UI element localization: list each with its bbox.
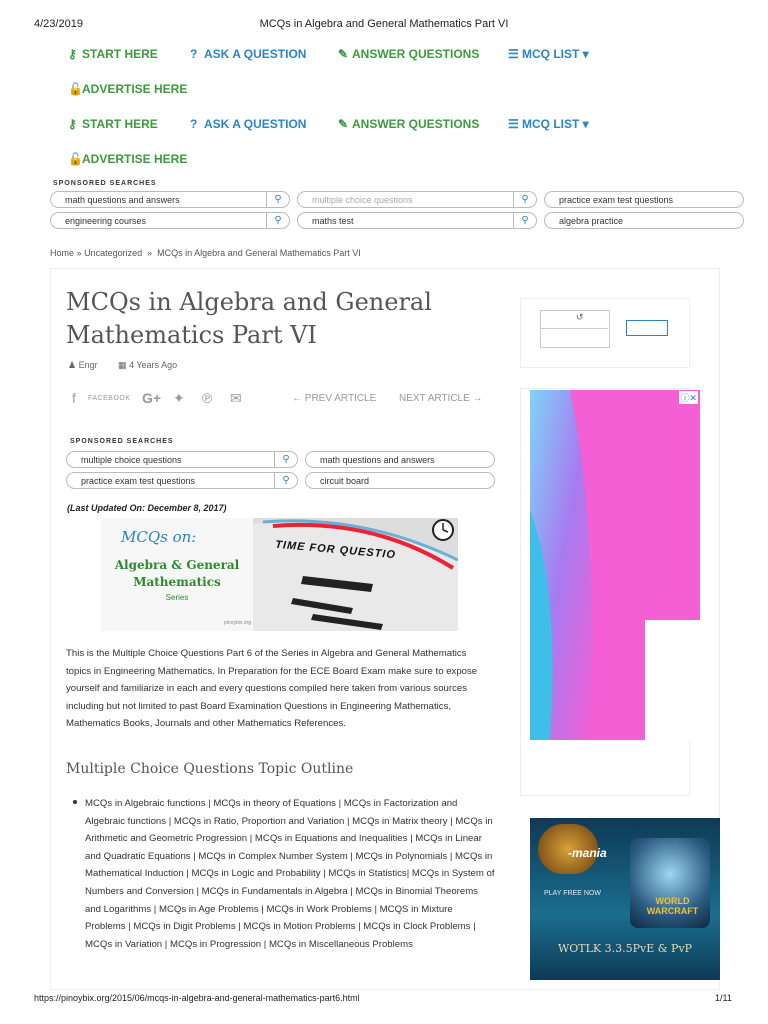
ad-graphic (530, 390, 700, 740)
nav-answer-questions-2[interactable]: ✎ ANSWER QUESTIONS (338, 117, 480, 131)
nav-advertise[interactable]: 🔓ADVERTISE HERE (68, 82, 188, 96)
last-updated: (Last Updated On: December 8, 2017) (67, 503, 227, 513)
ad-banner[interactable] (530, 390, 700, 740)
sponsored-label-inner: SPONSORED SEARCHES (70, 438, 174, 445)
featured-image: MCQs on: Algebra & General Mathematics Series pinoybix.org TIME FOR QUESTIO (101, 518, 458, 631)
calendar-icon: ▦ (118, 360, 127, 370)
sponsored-search[interactable]: practice exam test questions ⚲ (66, 472, 298, 489)
nav-start-here-2[interactable]: ⚷ START HERE (68, 117, 158, 131)
intro-paragraph: This is the Multiple Choice Questions Part 6 of the Series in Algebra and General Mathematics topics in Engineering Mathematics. In Preparation for the ECE Board Exam make sure to expose yourself and familiarize in each and every questions compiled here taken from various sources including but not limited to past Board Examination Questions in Engineering Mathematics, Mathematics Books, Journals and other Mathematics References. (66, 648, 478, 730)
caret-down-icon: ▾ (582, 47, 589, 61)
page-number: 1/11 (715, 993, 732, 1003)
email-icon[interactable]: ✉ (230, 390, 242, 406)
outline-heading: Multiple Choice Questions Topic Outline (66, 761, 354, 777)
list-icon: ☰ (508, 47, 519, 61)
nav-mcq-list[interactable]: ☰ MCQ LIST ▾ (508, 47, 589, 61)
print-date: 4/23/2019 (34, 18, 83, 30)
search-icon[interactable]: ⚲ (274, 452, 297, 467)
breadcrumb-current: MCQs in Algebra and General Mathematics Part VI (157, 248, 361, 258)
breadcrumb-category[interactable]: Uncategorized (84, 248, 143, 258)
list-icon: ☰ (508, 117, 519, 131)
sponsored-search[interactable]: engineering courses ⚲ (50, 212, 290, 229)
post-age: ▦ 4 Years Ago (118, 360, 178, 370)
nav-ask-question[interactable]: ? ASK A QUESTION (190, 47, 307, 61)
gplus-icon[interactable]: G+ (142, 390, 162, 406)
ad-play-button[interactable]: PLAY FREE NOW (544, 890, 601, 897)
search-icon[interactable]: ⚲ (513, 213, 536, 228)
sponsored-search[interactable]: math questions and answers ⚲ (50, 191, 290, 208)
question-icon: ? (190, 47, 198, 61)
sponsored-search[interactable]: algebra practice (544, 212, 744, 229)
author[interactable]: ♟ Engr (68, 360, 98, 370)
sidebar-box (540, 310, 610, 348)
search-icon[interactable]: ⚲ (274, 473, 297, 488)
question-icon: ? (190, 117, 198, 131)
game-ad[interactable]: -mania PLAY FREE NOW WORLD WARCRAFT WOTLK 3.3.5PvE & PvP (530, 818, 720, 980)
user-icon: ♟ (68, 360, 77, 370)
sponsored-search[interactable]: maths test ⚲ (297, 212, 537, 229)
sponsored-label: SPONSORED SEARCHES (53, 180, 157, 187)
prev-article[interactable]: ← PREV ARTICLE (292, 393, 377, 404)
print-title: MCQs in Algebra and General Mathematics Part VI (259, 18, 509, 30)
nav-answer-questions[interactable]: ✎ ANSWER QUESTIONS (338, 47, 480, 61)
sponsored-search[interactable]: math questions and answers (305, 451, 495, 468)
nav-mcq-list-2[interactable]: ☰ MCQ LIST ▾ (508, 117, 589, 131)
edit-icon: ✎ (338, 117, 349, 131)
unlock-icon: 🔓 (68, 152, 83, 166)
sidebar-input[interactable] (626, 320, 668, 336)
pinterest-icon[interactable]: ℗ (202, 390, 213, 406)
sponsored-search[interactable]: practice exam test questions (544, 191, 744, 208)
caret-down-icon: ▾ (582, 117, 589, 131)
page-title: MCQs in Algebra and General Mathematics Part VI (66, 288, 432, 349)
facebook-share[interactable]: FACEBOOK (88, 395, 131, 402)
clock-illustration (253, 518, 458, 631)
search-icon[interactable]: ⚲ (513, 192, 536, 207)
edit-icon: ✎ (338, 47, 349, 61)
key-icon: ⚷ (68, 117, 77, 131)
nav-ask-question-2[interactable]: ? ASK A QUESTION (190, 117, 307, 131)
divider (540, 328, 608, 329)
breadcrumb: Home » Uncategorized » MCQs in Algebra and General Mathematics Part VI (50, 248, 361, 258)
outline-list-item[interactable]: MCQs in Algebraic functions | MCQs in theory of Equations | MCQs in Factorization and Algebraic functions | MCQs in Ratio, Proportion and Variation | MCQs in Matrix theory | MCQs in Arithmetic and Geometric Progression | MCQs in Equations and Inequalities | MCQs in Linear and Quadratic Equations | MCQs in Complex Number System | MCQs in Polynomials | MCQs in Mathematical Induction | MCQs in Logic and Probability | MCQs in Statistics| MCQs in System of Numbers and Conversion | MCQs in Fundamentals in Algebra | MCQs in Binomial Theorems and Logarithms | MCQs in Age Problems | MCQs in Work Problems | MCQS in Mixture Problems | MCQs in Digit Problems | MCQs in Motion Problems | MCQs in Clock Problems | MCQs in Variation | MCQs in Progression | MCQs in Miscellaneous Problems (85, 798, 495, 950)
footer-url: https://pinoybix.org/2015/06/mcqs-in-algebra-and-general-mathematics-part6.html (34, 993, 360, 1003)
sponsored-search[interactable]: circuit board (305, 472, 495, 489)
facebook-icon[interactable]: f (72, 390, 76, 406)
bullet-icon (73, 800, 77, 804)
breadcrumb-home[interactable]: Home (50, 248, 75, 258)
key-icon: ⚷ (68, 47, 77, 61)
sponsored-search[interactable]: multiple choice questions ⚲ (297, 191, 537, 208)
ad-choices-icon[interactable]: ⓘ✕ (680, 393, 697, 403)
unlock-icon: 🔓 (68, 82, 83, 96)
search-icon[interactable]: ⚲ (266, 213, 289, 228)
nav-start-here[interactable]: ⚷ START HERE (68, 47, 158, 61)
loading-icon: ↺ (576, 312, 584, 322)
twitter-icon[interactable]: ✦ (173, 390, 185, 406)
nav-advertise-2[interactable]: 🔓ADVERTISE HERE (68, 152, 188, 166)
sponsored-search[interactable]: multiple choice questions ⚲ (66, 451, 298, 468)
search-icon[interactable]: ⚲ (266, 192, 289, 207)
next-article[interactable]: NEXT ARTICLE → (399, 393, 483, 404)
